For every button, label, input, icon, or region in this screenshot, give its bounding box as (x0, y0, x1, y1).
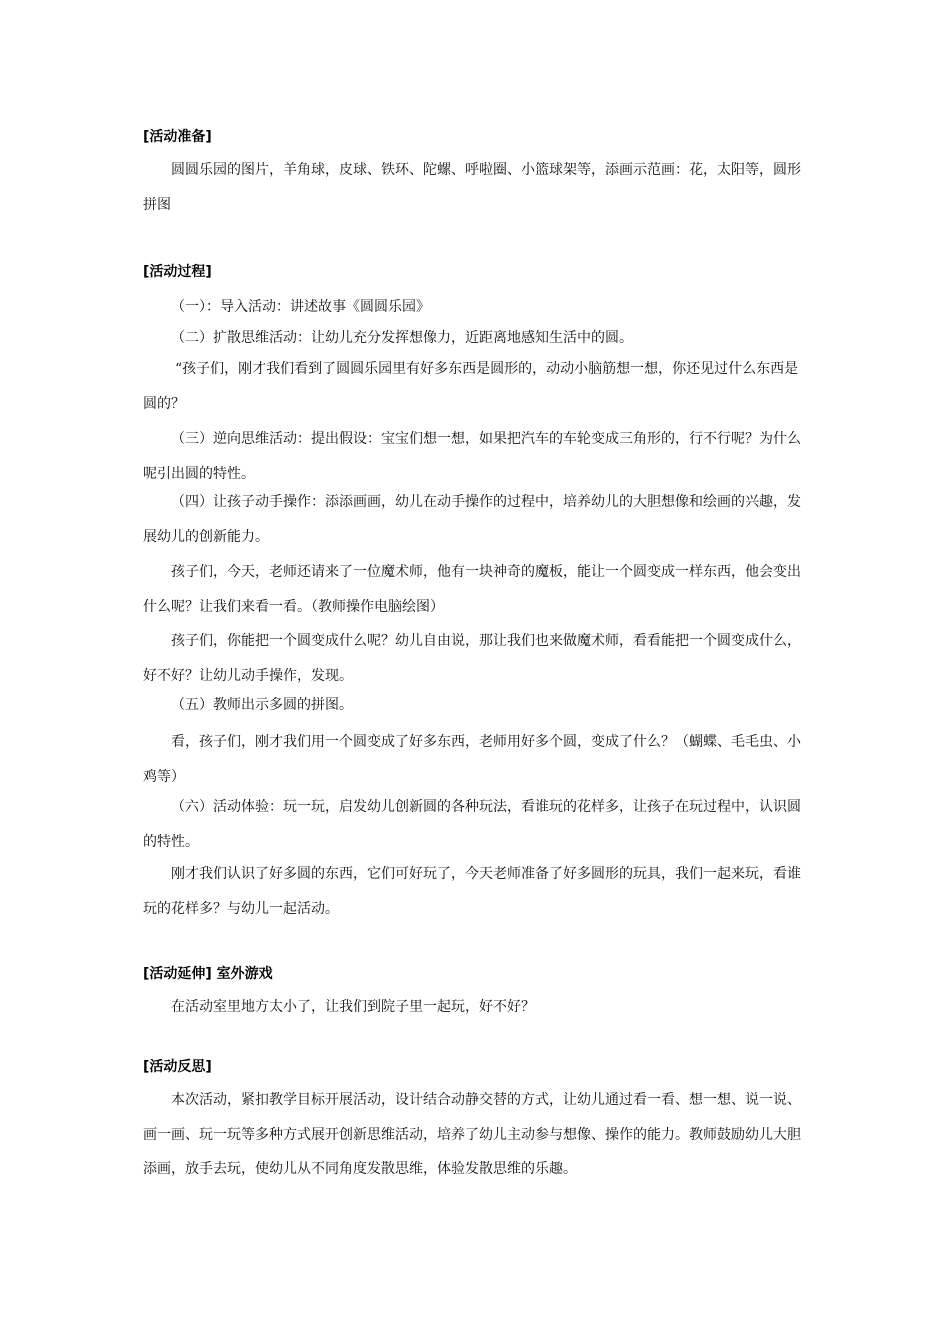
section-heading-process: [活动过程] (143, 264, 212, 280)
process-paragraph: “孩子们，刚才我们看到了圆圆乐园里有好多东西是圆形的，动动小脑筋想一想，你还见过什么东西是圆的？ (143, 361, 799, 412)
process-paragraph: （六）活动体验：玩一玩，启发幼儿创新圆的各种玩法，看谁玩的花样多，让孩子在玩过程中，认识圆的特性。 (143, 799, 801, 850)
process-paragraph: 孩子们，今天，老师还请来了一位魔术师，他有一块神奇的魔板，能让一个圆变成一样东西，他会变出什么呢？让我们来看一看。（教师操作电脑绘图） (143, 564, 801, 615)
process-paragraph: 看，孩子们，刚才我们用一个圆变成了好多东西，老师用好多个圆，变成了什么？（蝴蝶、毛毛虫、小鸡等） (143, 734, 801, 785)
extension-text: 在活动室里地方太小了，让我们到院子里一起玩，好不好？ (171, 999, 535, 1015)
process-paragraph: 孩子们，你能把一个圆变成什么呢？幼儿自由说，那让我们也来做魔术师，看看能把一个圆变成什么，好不好？让幼儿动手操作，发现。 (143, 633, 801, 684)
process-paragraph: （四）让孩子动手操作：添添画画，幼儿在动手操作的过程中，培养幼儿的大胆想像和绘画的兴趣，发展幼儿的创新能力。 (143, 494, 801, 545)
section-heading-prep: [活动准备] (143, 129, 212, 145)
process-paragraph: （五）教师出示多圆的拼图。 (171, 697, 353, 713)
process-paragraph: （一）：导入活动：讲述故事《圆圆乐园》 (171, 299, 430, 315)
reflection-text: 本次活动，紧扣教学目标开展活动，设计结合动静交替的方式，让幼儿通过看一看、想一想、说一说、画一画、玩一玩等多种方式展开创新思维活动，培养了幼儿主动参与想像、操作的能力。教师鼓励幼儿大胆添画，放手去玩，使幼儿从不同角度发散思维，体验发散思维的乐趣。 (143, 1092, 801, 1177)
process-paragraph: （二）扩散思维活动：让幼儿充分发挥想像力，近距离地感知生活中的圆。 (171, 330, 633, 346)
prep-text: 圆圆乐园的图片，羊角球，皮球、铁环、陀螺、呼啦圈、小篮球架等，添画示范画：花，太阳等，圆形拼图 (143, 162, 801, 213)
section-heading-extension: [活动延伸] 室外游戏 (143, 966, 273, 982)
section-heading-reflection: [活动反思] (143, 1059, 212, 1075)
process-paragraph: （三）逆向思维活动：提出假设：宝宝们想一想，如果把汽车的车轮变成三角形的，行不行呢？为什么呢引出圆的特性。 (143, 431, 801, 482)
process-paragraph: 刚才我们认识了好多圆的东西，它们可好玩了，今天老师准备了好多圆形的玩具，我们一起来玩，看谁玩的花样多？与幼儿一起活动。 (143, 866, 801, 917)
